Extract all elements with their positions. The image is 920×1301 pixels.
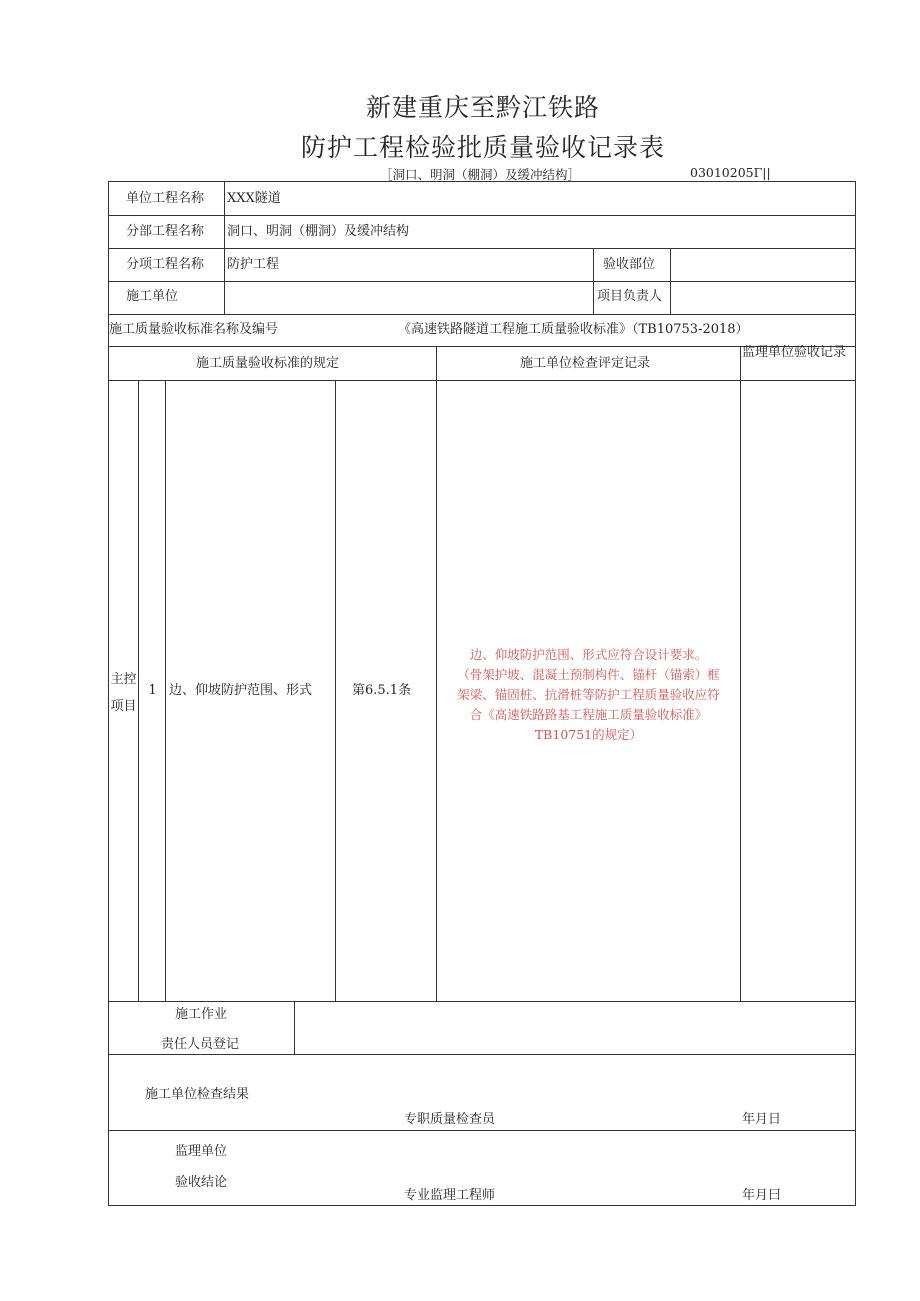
worker-registration-field[interactable] <box>296 1004 854 1052</box>
col-supervisor-record-header: 监理单位验收记录 <box>742 345 847 360</box>
col-contractor-record-header: 施工单位检查评定记录 <box>520 356 651 371</box>
title-line-1: 新建重庆至黔江铁路 <box>365 93 600 122</box>
engineer-label: 专业监理工程师 <box>404 1188 496 1203</box>
standard-label: 施工质量验收标准名称及编号 <box>109 322 279 337</box>
division-label: 分部工程名称 <box>126 224 205 239</box>
inspector-label: 专职质量检查员 <box>404 1112 496 1127</box>
contractor-label: 施工单位 <box>126 289 179 304</box>
title-line-2: 防护工程检验批质量验收记录表 <box>300 133 665 162</box>
subitem-value[interactable]: 防护工程 <box>227 257 280 272</box>
record-line: （骨架护坡、混凝土预制构件、锚杆（锚索）框 <box>457 667 720 682</box>
engineer-date[interactable]: 年月曰 <box>742 1188 782 1203</box>
supervisor-line1: 监理单位 <box>175 1144 228 1159</box>
subitem-label: 分项工程名称 <box>126 257 205 272</box>
item-name: 边、仰坡防护范围、形式 <box>169 683 313 698</box>
project-manager-label: 项目负责人 <box>597 289 663 304</box>
supervisor-line2: 验收结论 <box>175 1175 228 1190</box>
check-result-label: 施工单位检查结果 <box>145 1087 250 1102</box>
division-value[interactable]: 洞口、明洞（棚洞）及缓冲结构 <box>227 224 410 239</box>
record-line: TB10751的规定） <box>534 727 643 742</box>
clause-reference: 第6.5.1条 <box>352 683 412 698</box>
worker-registration-line2: 责任人员登记 <box>161 1037 240 1052</box>
item-number: 1 <box>148 683 157 698</box>
main-control-line2: 项目 <box>110 699 137 714</box>
standard-value: 《高速铁路隧道工程施工质量验收标准》（TB10753-2018） <box>398 322 749 337</box>
unit-project-label: 单位工程名称 <box>126 191 205 206</box>
unit-project-value[interactable]: XXX隧道 <box>227 191 281 206</box>
record-line: 边、仰坡防护范围、形式应符合设计要求。 <box>469 647 708 662</box>
col-standard-header: 施工质量验收标准的规定 <box>196 356 340 371</box>
contractor-record-text[interactable] <box>437 645 740 745</box>
main-control-line1: 主控 <box>110 672 137 687</box>
record-line: 合《高速铁路路基工程施工质量验收标准》 <box>469 707 708 722</box>
form-code: 03010205Γ|| <box>690 165 771 180</box>
worker-registration-line1: 施工作业 <box>175 1007 228 1022</box>
inspector-date[interactable]: 年月日 <box>742 1112 782 1127</box>
record-line: 架梁、锚固桩、抗滑桩等防护工程质量验收应符 <box>457 687 720 702</box>
subtitle: ［洞口、明洞（棚洞）及缓冲结构］ <box>380 167 581 182</box>
acceptance-part-label: 验收部位 <box>603 257 656 272</box>
